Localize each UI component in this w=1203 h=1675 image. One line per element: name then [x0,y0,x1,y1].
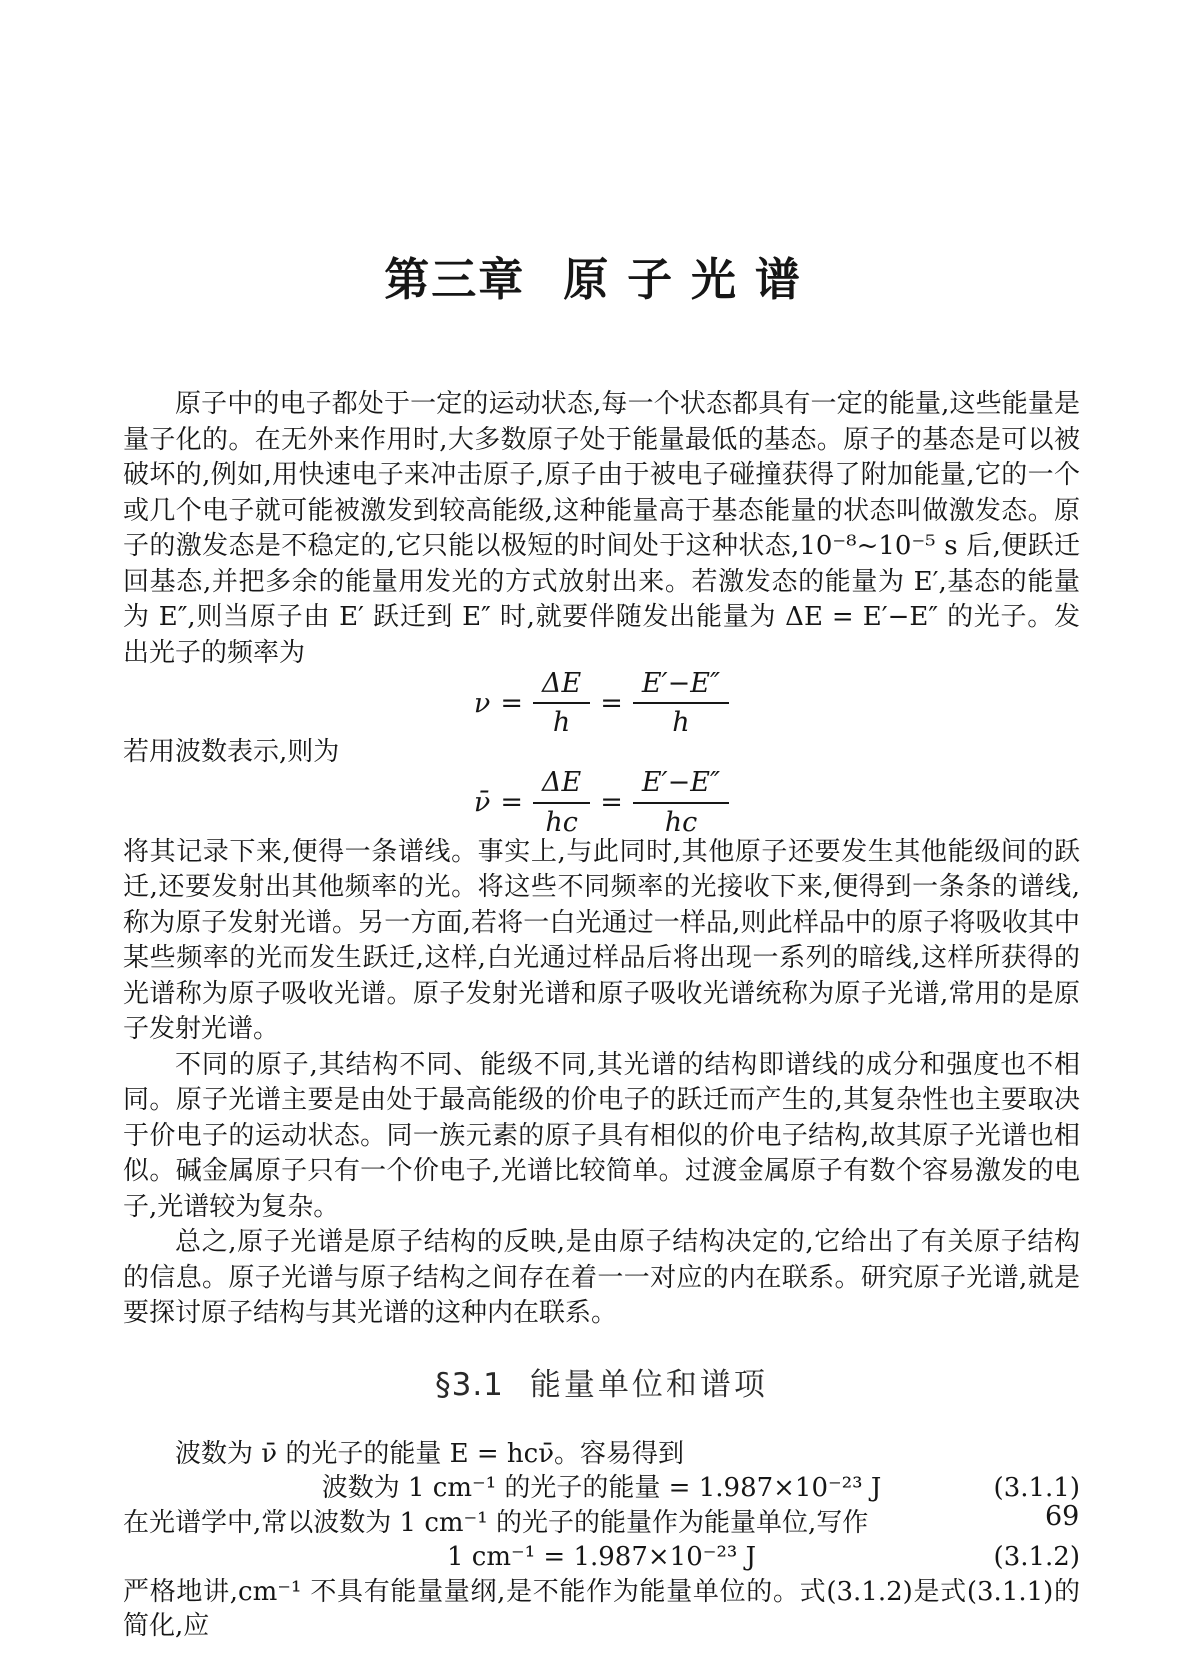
frequency-formula [123,667,1080,738]
equation-3-1-2 [123,1540,1080,1575]
fraction [633,767,729,837]
fraction-denominator: h [672,707,690,738]
page-number: 69 [1045,1501,1080,1532]
formula-lhs: ν [473,687,491,719]
fraction-numerator: E′−E″ [633,668,729,704]
text-column [123,0,1080,1644]
fraction-numerator: E′−E″ [633,767,729,803]
paragraph-wavenumber-intro: 若用波数表示,则为 [123,737,340,767]
paragraph-intro-1: 原子中的电子都处于一定的运动状态,每一个状态都具有一定的能量,这些能量是量子化的。在无外来作用时,大多数原子处于能量最低的基态。原子的基态是可以被破坏的,例如,用快速电子来冲击原子,原子由于被电子碰撞获得了附加能量,它的一个或几个电子就可能被激发到较高能级,这种能量高于基态能量的状态叫做激发态。原子的激发态是不稳定的,它只能以极短的时间处于这种状态,10⁻⁸~10⁻⁵ s 后,便跃迁回基态,并把多余的能量用发光的方式放射出来。若激发态的能量为 E′,基态的能量为 E″,则当原子由 E′ 跃迁到 E″ 时,就要伴随发出能量为 ΔE = E′−E″ 的光子。发出光子的频率为 [123,389,1080,668]
fraction-denominator: hc [664,806,698,838]
fraction-denominator: hc [545,806,578,838]
equals-sign: = [500,787,523,818]
paragraph-section-1: 波数为 ν̄ 的光子的能量 E = hcν̄。容易得到 [175,1438,685,1469]
fraction [533,668,590,738]
fraction-numerator: ΔE [533,668,590,704]
chapter-label: 第三章 [384,253,526,306]
equals-sign: = [600,687,623,719]
equation-body: 1 cm⁻¹ = 1.987×10⁻²³ J [446,1542,757,1572]
fraction-numerator: ΔE [533,767,590,803]
paragraph-section-2: 在光谱学中,常以波数为 1 cm⁻¹ 的光子的能量作为能量单位,写作 [123,1507,869,1538]
equation-3-1-1 [123,1471,1080,1506]
section-number: §3.1 [435,1366,504,1403]
equation-number: (3.1.2) [993,1542,1080,1572]
fraction [633,668,729,738]
chapter-name: 原子光谱 [563,253,819,306]
paragraph-intro-2: 将其记录下来,便得一条谱线。事实上,与此同时,其他原子还要发生其他能级间的跃迁,还要发射出其他频率的光。将这些不同频率的光接收下来,便得到一条条的谱线,称为原子发射光谱。另一方面,若将一白光通过一样品,则此样品中的原子将吸收其中某些频率的光而发生跃迁,这样,白光通过样品后将出现一系列的暗线,这样所获得的光谱称为原子吸收光谱。原子发射光谱和原子吸收光谱统称为原子光谱,常用的是原子发射光谱。 [123,836,1080,1044]
equation-number: (3.1.1) [993,1473,1080,1503]
section-heading [123,1368,1080,1402]
section-title: 能量单位和谱项 [529,1366,768,1403]
formula-lhs: ν̄ [473,787,491,818]
wavenumber-formula [123,767,1080,838]
equation-body: 波数为 1 cm⁻¹ 的光子的能量 = 1.987×10⁻²³ J [321,1473,882,1503]
chapter-title [123,253,1080,306]
equals-sign: = [600,787,623,818]
equals-sign: = [500,687,523,719]
fraction [533,767,590,837]
paragraph-intro-4: 总之,原子光谱是原子结构的反映,是由原子结构决定的,它给出了有关原子结构的信息。原子光谱与原子结构之间存在着一一对应的内在联系。研究原子光谱,就是要探讨原子结构与其光谱的这种内在联系。 [123,1227,1080,1328]
fraction-denominator: h [552,707,571,738]
paragraph-intro-3: 不同的原子,其结构不同、能级不同,其光谱的结构即谱线的成分和强度也不相同。原子光谱主要是由处于最高能级的价电子的跃迁而产生的,其复杂性也主要取决于价电子的运动状态。同一族元素的原子具有相似的价电子结构,故其原子光谱也相似。碱金属原子只有一个价电子,光谱比较简单。过渡金属原子有数个容易激发的电子,光谱较为复杂。 [123,1049,1080,1222]
paragraph-section-3: 严格地讲,cm⁻¹ 不具有能量量纲,是不能作为能量单位的。式(3.1.2)是式(3.1.1)的简化,应 [123,1576,1080,1641]
